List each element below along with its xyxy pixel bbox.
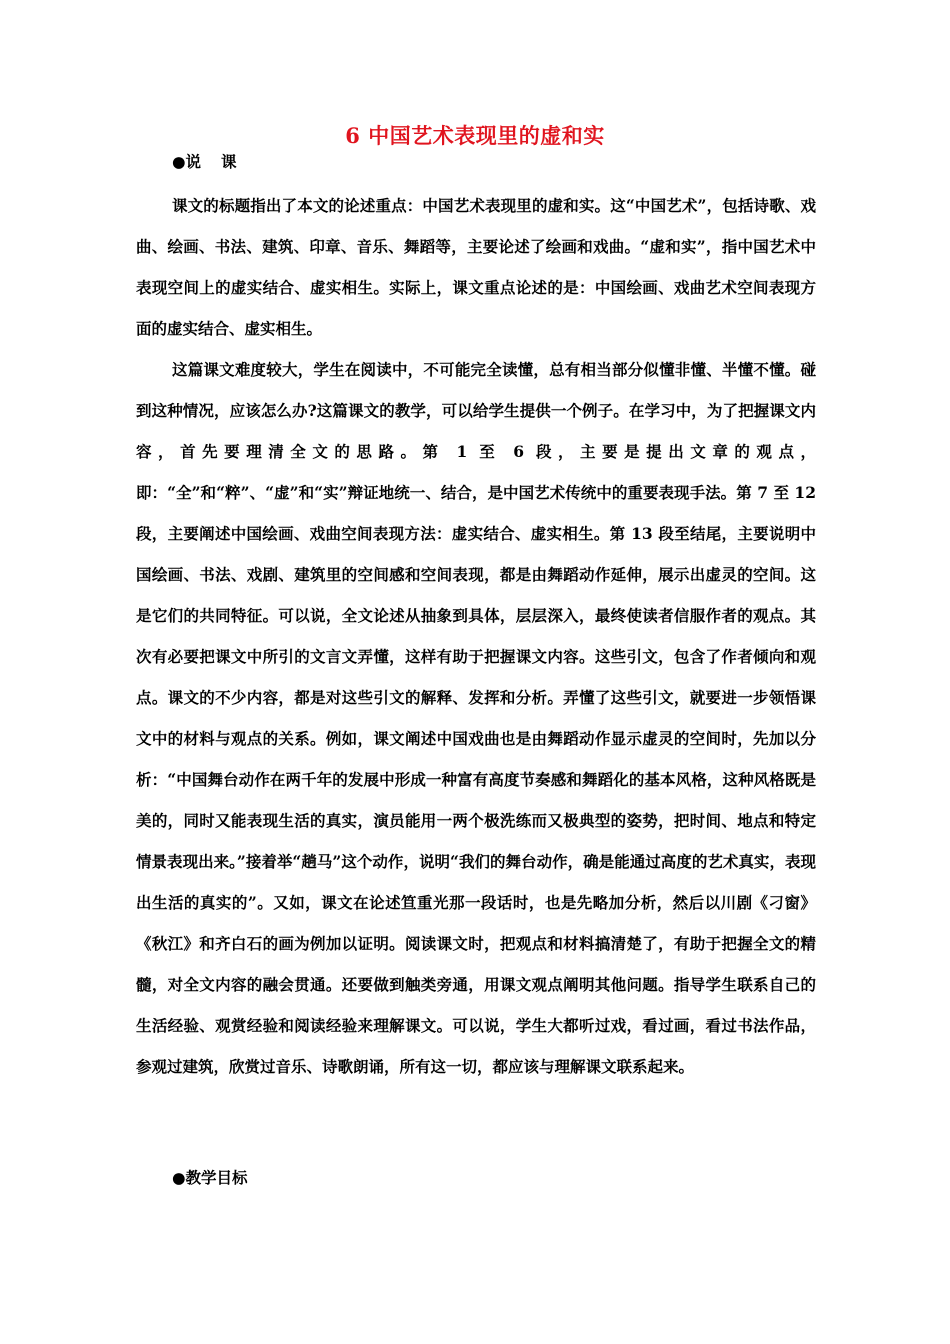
section-heading-text-a: 说 xyxy=(185,152,202,171)
section-heading-teaching-goals xyxy=(172,1166,248,1188)
section-heading-text: 教学目标 xyxy=(185,1168,248,1187)
body-text xyxy=(136,185,816,1087)
page-title: 6 中国艺术表现里的虚和实 xyxy=(345,123,605,148)
bullet-icon: ● xyxy=(172,152,186,171)
bullet-icon: ● xyxy=(172,1168,186,1187)
paragraph-2: 这篇课文难度较大，学生在阅读中，不可能完全读懂，总有相当部分似懂非懂、半懂不懂。碰到这种情况，应该怎么办?这篇课文的教学，可以给学生提供一个例子。在学习中，为了把握课文内容，首先要理清全文的思路。第 1 至 6 段，主要是提出文章的观点，即：“全”和“粹”、“虚”和“实”辩证地统一、结合，是中国艺术传统中的重要表现手法。第 7 至 12 段，主要阐述中国绘画、戏曲空间表现方法：虚实结合、虚实相生。第 13 段至结尾，主要说明中国绘画、书法、戏剧、建筑里的空间感和空间表现，都是由舞蹈动作延伸，展示出虚灵的空间。这是它们的共同特征。可以说，全文论述从抽象到具体，层层深入，最终使读者信服作者的观点。其次有必要把课文中所引的文言文弄懂，这样有助于把握课文内容。这些引文，包含了作者倾向和观点。课文的不少内容，都是对这些引文的解释、发挥和分析。弄懂了这些引文，就要进一步领悟课文中的材料与观点的关系。例如，课文阐述中国戏曲也是由舞蹈动作显示虚灵的空间时，先加以分析：“中国舞台动作在两千年的发展中形成一种富有高度节奏感和舞蹈化的基本风格，这种风格既是美的，同时又能表现生活的真实，演员能用一两个极洗练而又极典型的姿势，把时间、地点和特定情景表现出来。”接着举“趟马”这个动作，说明“我们的舞台动作，确是能通过高度的艺术真实，表现出生活的真实的”。又如，课文在论述笪重光那一段话时，也是先略加分析，然后以川剧《刁窗》《秋江》和齐白石的画为例加以证明。阅读课文时，把观点和材料搞清楚了，有助于把握全文的精髓，对全文内容的融会贯通。还要做到触类旁通，用课文观点阐明其他问题。指导学生联系自己的生活经验、观赏经验和阅读经验来理解课文。可以说，学生大都听过戏，看过画，看过书法作品，参观过建筑，欣赏过音乐、诗歌朗诵，所有这一切，都应该与理解课文联系起来。 xyxy=(136,360,816,1076)
section-heading-shuoke xyxy=(172,150,237,172)
section-heading-text-b: 课 xyxy=(221,152,237,171)
paragraph-1: 课文的标题指出了本文的论述重点：中国艺术表现里的虚和实。这“中国艺术”，包括诗歌、戏曲、绘画、书法、建筑、印章、音乐、舞蹈等，主要论述了绘画和戏曲。“虚和实”，指中国艺术中表现空间上的虚实结合、虚实相生。实际上，课文重点论述的是：中国绘画、戏曲艺术空间表现方面的虚实结合、虚实相生。 xyxy=(136,196,816,338)
